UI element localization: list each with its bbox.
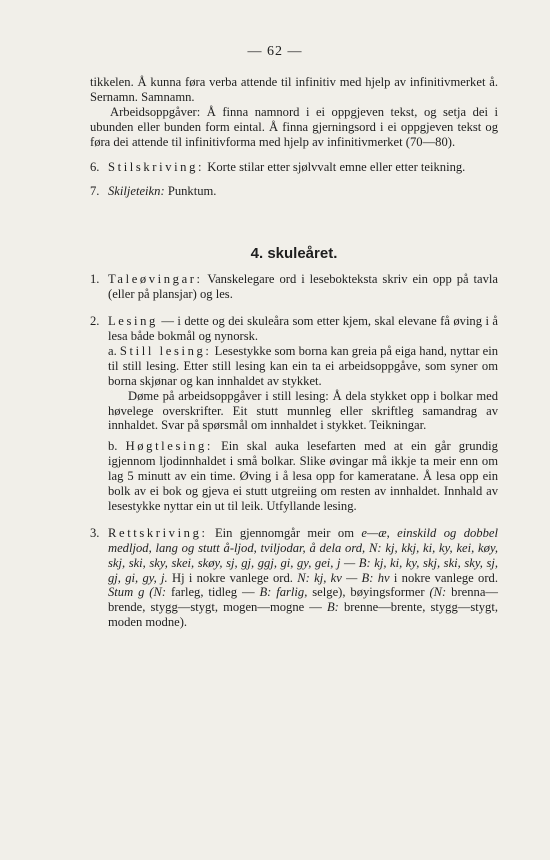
page-content: [90, 75, 498, 630]
item-text: selge), bøyingsformer: [312, 585, 425, 600]
sub-item-label: Still lesing:: [119, 343, 212, 358]
item-text: Hj i nokre vanlege ord.: [171, 570, 293, 585]
paragraph-continued: tikkelen. Å kunna føra verba attende til infinitiv med hjelp av infinitivmerket å. Sernamn. Samnamn.: [90, 75, 498, 104]
list-item-7: [90, 184, 498, 199]
sub-item-a-examples: Døme på arbeidsoppgåver i still lesing: Å dela stykket opp i bolkar med høvelege overskrifter. Eit stutt munnleg eller skriftleg samandrag av innhaldet. Svar på spørsmål om innhaldet i stykket. Teikningar.: [108, 388, 498, 433]
item-text: Vanskelegare ord i lesebokteksta skriv ein opp på tavla (eller på plansjar) og les.: [108, 272, 498, 302]
item-text-italic: B:: [326, 600, 339, 615]
item-text: Korte stilar etter sjølvvalt emne eller etter teikning.: [207, 159, 466, 174]
section-heading: 4. skuleåret.: [250, 245, 338, 263]
item-text: brenne—brente, stygg—stygt, moden modne).: [108, 600, 499, 630]
page-number: — 62 —: [247, 44, 303, 59]
item-text-italic: N: kj, kv — B: hv: [297, 570, 390, 585]
item-label: Lesing: [108, 314, 158, 329]
item-text: brenna—brende, stygg—stygt, mogen—mogne —: [108, 585, 499, 615]
sub-item-prefix: a.: [108, 343, 117, 358]
sub-item-text: Ein skal auka lesefarten med at ein går grundig igjennom ljodinnhaldet i små bolkar. Slike øvingar må ikkje ta meir enn om lag 5 minutt av ein time. Øving i å lesa opp for kameratane. Å lesa opp ein bolk av ei bok og gjeva ei stutt utgreiing om resten av innhaldet. Innhald av lesestykke nyttar ein ut til leik. Utfyllande lesing.: [108, 439, 498, 513]
item-label: Rettskriving:: [108, 525, 208, 540]
list-item-1: [90, 272, 498, 302]
item-text: — i dette og dei skuleåra som etter kjem, skal elevane få øving i å lesa både bokmål og nynorsk.: [108, 314, 498, 343]
item-text-italic: (N:: [429, 585, 447, 600]
list-item-6: [90, 160, 498, 175]
item-label: Taleøvingar:: [108, 272, 203, 287]
item-text-italic: e—æ, einskild og dobbel medljod, lang og stutt å-ljod, tviljodar, å dela ord, N: kj, kkj, ki, ky, kei, køy, skj, ski, sky, skei, skøy, sj, gj, ggj, gi, gy, gei, j — B: kj, ki, ky, skj, ski, sky, sj, gj, gi, gy, j.: [108, 525, 498, 585]
item-text: Ein gjennomgår meir om: [214, 525, 354, 540]
paragraph-tasks: Arbeidsoppgåver: Å finna namnord i ei oppgjeven tekst, og setja dei i ubunden eller bunden form eintal. Å finna gjerningsord i ei oppgjeven tekst og føra dei attende til infinitivforma med hjelp av infinitivmerket (70—80).: [90, 104, 498, 149]
sub-item-label: Høgtlesing:: [125, 439, 213, 454]
item-text: i nokre vanlege ord.: [393, 570, 498, 585]
sub-item-b: [90, 439, 498, 514]
item-number: 7.: [90, 184, 100, 199]
sub-item-text: Lesestykke som borna kan greia på eiga hand, nyttar ein til still lesing. Etter still lesing kan ein ta ei arbeidsoppgåve, som syner om borna skjønar og kan innhaldet av stykket.: [108, 343, 499, 388]
item-text: farleg, tidleg —: [170, 585, 255, 600]
item-label: Stilskriving:: [108, 159, 205, 174]
item-text: Punktum.: [167, 184, 217, 199]
sub-item-prefix: b.: [108, 439, 118, 454]
item-number: 3.: [90, 525, 100, 540]
item-number: 1.: [90, 272, 100, 287]
sub-item-a: [90, 344, 498, 389]
list-item-3: [90, 526, 498, 630]
item-label: Skiljeteikn:: [108, 184, 165, 199]
list-item-2: [90, 314, 498, 344]
item-number: 2.: [90, 314, 100, 329]
item-number: 6.: [90, 159, 100, 174]
item-text-italic: B: farlig,: [259, 585, 308, 600]
item-text-italic: Stum g (N:: [108, 585, 167, 600]
